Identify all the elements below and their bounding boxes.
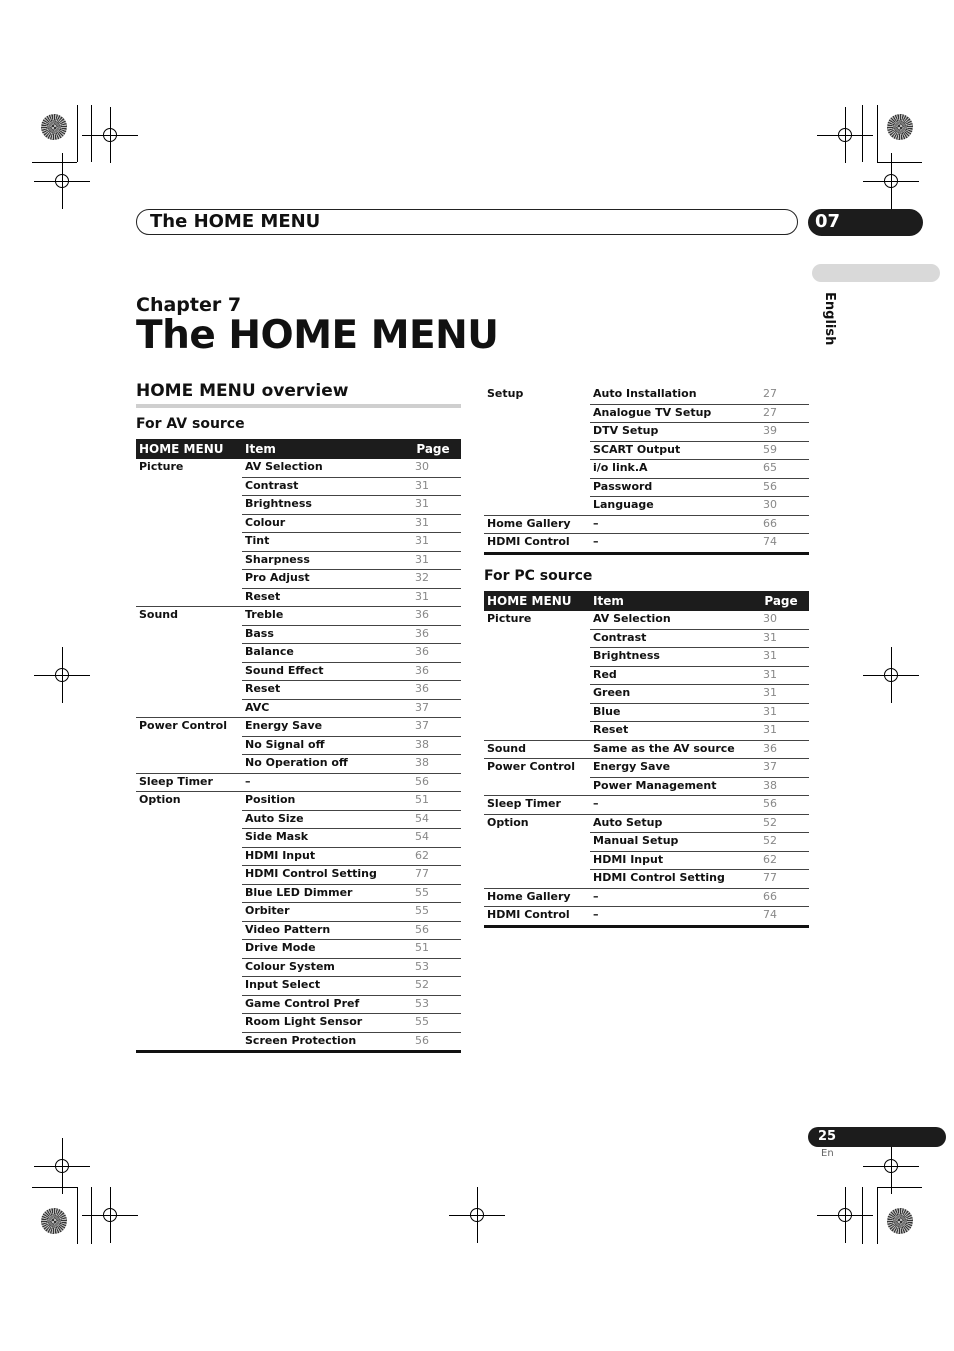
table-row [484, 666, 809, 685]
menu-group: Sound [139, 608, 179, 621]
menu-group [484, 441, 590, 460]
menu-group [136, 699, 242, 718]
language-label: English [822, 292, 837, 346]
table-row [136, 1032, 461, 1052]
crop-line [877, 105, 878, 162]
menu-group: Sound [484, 740, 590, 759]
menu-group: Sleep Timer [136, 773, 242, 792]
page-ref: 31 [753, 703, 809, 722]
page-ref: 52 [753, 833, 809, 852]
page-ref: 38 [405, 755, 461, 774]
pc-source-table [484, 591, 809, 928]
table-row [136, 551, 461, 570]
table-row [136, 477, 461, 496]
menu-item: Red [590, 666, 753, 685]
menu-group: Picture [139, 460, 184, 473]
table-row [484, 833, 809, 852]
table-row [136, 755, 461, 774]
page-ref: 36 [405, 607, 461, 626]
col-item: Item [590, 591, 753, 611]
menu-group [136, 829, 242, 848]
menu-item: – [590, 888, 753, 907]
menu-group [136, 477, 242, 496]
menu-group [136, 1014, 242, 1033]
registration-disc-icon [887, 1208, 913, 1234]
menu-group [484, 703, 590, 722]
menu-item: Side Mask [242, 829, 405, 848]
menu-group [484, 423, 590, 442]
crop-line [877, 1187, 878, 1244]
menu-item: Game Control Pref [242, 995, 405, 1014]
table-row [136, 958, 461, 977]
menu-item: Language [590, 497, 753, 516]
page-ref: 77 [753, 870, 809, 889]
menu-item: Same as the AV source [590, 740, 753, 759]
menu-item: – [590, 796, 753, 815]
menu-group [484, 666, 590, 685]
page-ref: 31 [405, 588, 461, 607]
page-ref: 27 [753, 386, 809, 404]
menu-group [136, 644, 242, 663]
page-ref: 66 [753, 515, 809, 534]
registration-target-icon [103, 128, 117, 142]
col-home-menu: HOME MENU [484, 591, 590, 611]
registration-target-icon [55, 1159, 69, 1173]
menu-item: Sharpness [242, 551, 405, 570]
menu-group [136, 662, 242, 681]
av-source-table-continued [484, 386, 809, 555]
page-ref: 31 [753, 685, 809, 704]
table-row [484, 796, 809, 815]
page-ref: 38 [753, 777, 809, 796]
menu-item: Pro Adjust [242, 570, 405, 589]
menu-group [136, 496, 242, 515]
table-row [136, 977, 461, 996]
menu-group: HDMI Control [484, 907, 590, 927]
menu-item: Green [590, 685, 753, 704]
page-ref: 37 [753, 759, 809, 778]
table-row [136, 533, 461, 552]
table-row [484, 611, 809, 629]
table-row [136, 607, 461, 626]
language-code: En [821, 1148, 834, 1159]
page-ref: 52 [753, 814, 809, 833]
table-row [136, 995, 461, 1014]
menu-item: i/o link.A [590, 460, 753, 479]
page-ref: 31 [405, 477, 461, 496]
menu-group [136, 681, 242, 700]
registration-target-icon [55, 174, 69, 188]
col-home-menu: HOME MENU [136, 439, 242, 459]
menu-group [484, 404, 590, 423]
crop-line [32, 162, 77, 163]
page-ref: 55 [405, 903, 461, 922]
table-row [484, 777, 809, 796]
menu-group [136, 533, 242, 552]
page-ref: 32 [405, 570, 461, 589]
crop-line [77, 1187, 78, 1244]
menu-item: Auto Size [242, 810, 405, 829]
page-ref: 54 [405, 829, 461, 848]
table-row [136, 625, 461, 644]
menu-group [136, 514, 242, 533]
menu-item: Input Select [242, 977, 405, 996]
col-page: Page [405, 439, 461, 459]
table-row [484, 851, 809, 870]
menu-item: Drive Mode [242, 940, 405, 959]
crop-line [91, 105, 92, 162]
menu-group [136, 755, 242, 774]
crop-line [77, 105, 78, 162]
col-item: Item [242, 439, 405, 459]
registration-target-icon [470, 1208, 484, 1222]
table-row [484, 460, 809, 479]
table-row [136, 681, 461, 700]
menu-group [484, 460, 590, 479]
menu-group: HDMI Control [484, 534, 590, 554]
page-ref: 31 [405, 496, 461, 515]
menu-group [484, 629, 590, 648]
table-row [136, 1014, 461, 1033]
menu-group [484, 870, 590, 889]
table-row [136, 496, 461, 515]
page-ref: 51 [405, 792, 461, 811]
col-page: Page [753, 591, 809, 611]
menu-item: Treble [242, 607, 405, 626]
page-ref: 31 [405, 551, 461, 570]
chapter-number: 07 [815, 211, 841, 232]
menu-item: Auto Setup [590, 814, 753, 833]
menu-group [136, 884, 242, 903]
chapter-label: Chapter 7 [136, 294, 242, 316]
menu-item: Brightness [242, 496, 405, 515]
page-ref: 53 [405, 995, 461, 1014]
menu-group: Power Control [487, 760, 575, 773]
page-ref: 54 [405, 810, 461, 829]
page-ref: 31 [405, 514, 461, 533]
section-title: HOME MENU overview [136, 381, 349, 401]
menu-group [484, 851, 590, 870]
table-row [484, 629, 809, 648]
table-row [484, 386, 809, 404]
table-row [136, 903, 461, 922]
page-ref: 36 [405, 681, 461, 700]
table-row [136, 773, 461, 792]
table-row [136, 644, 461, 663]
menu-item: Room Light Sensor [242, 1014, 405, 1033]
table-row [484, 740, 809, 759]
menu-group [136, 588, 242, 607]
page-ref: 37 [405, 718, 461, 737]
page-ref: 30 [753, 611, 809, 629]
menu-item: Sound Effect [242, 662, 405, 681]
registration-target-icon [838, 1208, 852, 1222]
menu-item: Reset [590, 722, 753, 741]
page-ref: 62 [753, 851, 809, 870]
menu-group [484, 497, 590, 516]
table-row [484, 497, 809, 516]
page-ref: 39 [753, 423, 809, 442]
menu-group: Option [487, 815, 529, 829]
menu-item: Reset [242, 681, 405, 700]
page-ref: 56 [405, 1032, 461, 1052]
menu-group: Picture [487, 612, 532, 625]
menu-item: Blue LED Dimmer [242, 884, 405, 903]
menu-item: AVC [242, 699, 405, 718]
page-ref: 30 [753, 497, 809, 516]
page-ref: 74 [753, 907, 809, 927]
menu-item: Energy Save [590, 759, 753, 778]
table-row [484, 441, 809, 460]
menu-item: Tint [242, 533, 405, 552]
table-row [484, 870, 809, 889]
menu-item: Brightness [590, 648, 753, 667]
menu-group [136, 847, 242, 866]
menu-group [136, 551, 242, 570]
table-row [484, 404, 809, 423]
menu-item: Contrast [242, 477, 405, 496]
page-ref: 31 [753, 722, 809, 741]
menu-group [484, 478, 590, 497]
table-row [484, 814, 809, 833]
menu-item: Blue [590, 703, 753, 722]
page-ref: 36 [405, 662, 461, 681]
menu-item: Password [590, 478, 753, 497]
registration-disc-icon [41, 1208, 67, 1234]
menu-item: No Signal off [242, 736, 405, 755]
crop-line [32, 1187, 77, 1188]
pc-subtitle: For PC source [484, 568, 593, 584]
table-row [484, 722, 809, 741]
page-ref: 37 [405, 699, 461, 718]
section-rule [136, 404, 461, 408]
menu-item: Auto Installation [590, 386, 753, 404]
table-row [136, 718, 461, 737]
page-ref: 36 [753, 740, 809, 759]
menu-group [136, 977, 242, 996]
table-row [136, 792, 461, 811]
menu-item: Screen Protection [242, 1032, 405, 1052]
menu-group: Option [139, 793, 181, 806]
menu-item: AV Selection [242, 459, 405, 477]
page-ref: 55 [405, 1014, 461, 1033]
table-row [136, 940, 461, 959]
table-row [136, 736, 461, 755]
registration-target-icon [55, 668, 69, 682]
table-row [136, 847, 461, 866]
menu-item: – [590, 515, 753, 534]
menu-item: Analogue TV Setup [590, 404, 753, 423]
menu-group [136, 921, 242, 940]
menu-item: – [242, 773, 405, 792]
header-title: The HOME MENU [150, 211, 321, 232]
page-ref: 53 [405, 958, 461, 977]
av-source-table [136, 439, 461, 1053]
registration-target-icon [884, 1159, 898, 1173]
menu-group [136, 903, 242, 922]
table-row [136, 588, 461, 607]
menu-item: HDMI Input [242, 847, 405, 866]
page-ref: 31 [753, 666, 809, 685]
menu-item: SCART Output [590, 441, 753, 460]
page-ref: 74 [753, 534, 809, 554]
menu-group [484, 685, 590, 704]
menu-group [484, 648, 590, 667]
crop-line [877, 162, 922, 163]
registration-disc-icon [41, 114, 67, 140]
registration-target-icon [838, 128, 852, 142]
menu-group [484, 722, 590, 741]
menu-item: Position [242, 792, 405, 811]
table-row [136, 829, 461, 848]
page-ref: 31 [753, 629, 809, 648]
registration-target-icon [103, 1208, 117, 1222]
page-title: The HOME MENU [136, 313, 499, 358]
menu-group [136, 625, 242, 644]
menu-item: Energy Save [242, 718, 405, 737]
menu-group: Power Control [139, 719, 227, 732]
menu-item: HDMI Control Setting [590, 870, 753, 889]
crop-line [877, 1187, 922, 1188]
menu-item: AV Selection [590, 611, 753, 629]
menu-group [484, 777, 590, 796]
table-row [484, 648, 809, 667]
table-row [136, 921, 461, 940]
page-ref: 56 [753, 796, 809, 815]
page-ref: 52 [405, 977, 461, 996]
menu-group [136, 736, 242, 755]
page-ref: 59 [753, 441, 809, 460]
menu-item: HDMI Input [590, 851, 753, 870]
table-row [136, 699, 461, 718]
page-number: 25 [818, 1129, 837, 1144]
page-ref: 65 [753, 460, 809, 479]
table-row [136, 810, 461, 829]
page-ref: 55 [405, 884, 461, 903]
menu-group [136, 958, 242, 977]
menu-group [136, 866, 242, 885]
page-ref: 31 [753, 648, 809, 667]
table-row [484, 907, 809, 927]
menu-group [136, 995, 242, 1014]
menu-item: – [590, 534, 753, 554]
table-row [136, 514, 461, 533]
table-row [484, 478, 809, 497]
table-row [484, 759, 809, 778]
table-row [136, 866, 461, 885]
page-ref: 36 [405, 644, 461, 663]
page-ref: 62 [405, 847, 461, 866]
table-row [484, 515, 809, 534]
page-ref: 56 [753, 478, 809, 497]
menu-group [484, 833, 590, 852]
menu-group [136, 570, 242, 589]
table-row [484, 703, 809, 722]
table-row [484, 888, 809, 907]
menu-item: Balance [242, 644, 405, 663]
page-ref: 38 [405, 736, 461, 755]
menu-item: Colour [242, 514, 405, 533]
menu-item: HDMI Control Setting [242, 866, 405, 885]
menu-group: Setup [487, 387, 524, 400]
menu-item: DTV Setup [590, 423, 753, 442]
menu-item: Contrast [590, 629, 753, 648]
page-ref: 56 [405, 921, 461, 940]
page-ref: 66 [753, 888, 809, 907]
menu-item: Power Management [590, 777, 753, 796]
menu-group [136, 940, 242, 959]
menu-item: – [590, 907, 753, 927]
registration-target-icon [884, 174, 898, 188]
page-ref: 36 [405, 625, 461, 644]
page-ref: 30 [405, 459, 461, 477]
menu-group [136, 1032, 242, 1052]
table-row [136, 884, 461, 903]
page-ref: 31 [405, 533, 461, 552]
page-ref: 27 [753, 404, 809, 423]
menu-item: Reset [242, 588, 405, 607]
menu-group: Sleep Timer [484, 796, 590, 815]
language-tab [812, 264, 940, 282]
page-ref: 56 [405, 773, 461, 792]
menu-item: Bass [242, 625, 405, 644]
menu-group [136, 810, 242, 829]
menu-group: Home Gallery [484, 515, 590, 534]
menu-item: Manual Setup [590, 833, 753, 852]
menu-item: Colour System [242, 958, 405, 977]
crop-line [862, 105, 863, 162]
page-ref: 51 [405, 940, 461, 959]
table-row [136, 662, 461, 681]
av-subtitle: For AV source [136, 416, 245, 432]
menu-item: No Operation off [242, 755, 405, 774]
registration-disc-icon [887, 114, 913, 140]
table-row [484, 534, 809, 554]
table-row [136, 570, 461, 589]
table-row [484, 423, 809, 442]
page-ref: 77 [405, 866, 461, 885]
menu-group: Home Gallery [484, 888, 590, 907]
registration-target-icon [884, 668, 898, 682]
table-row [484, 685, 809, 704]
table-row [136, 459, 461, 477]
menu-item: Video Pattern [242, 921, 405, 940]
menu-item: Orbiter [242, 903, 405, 922]
